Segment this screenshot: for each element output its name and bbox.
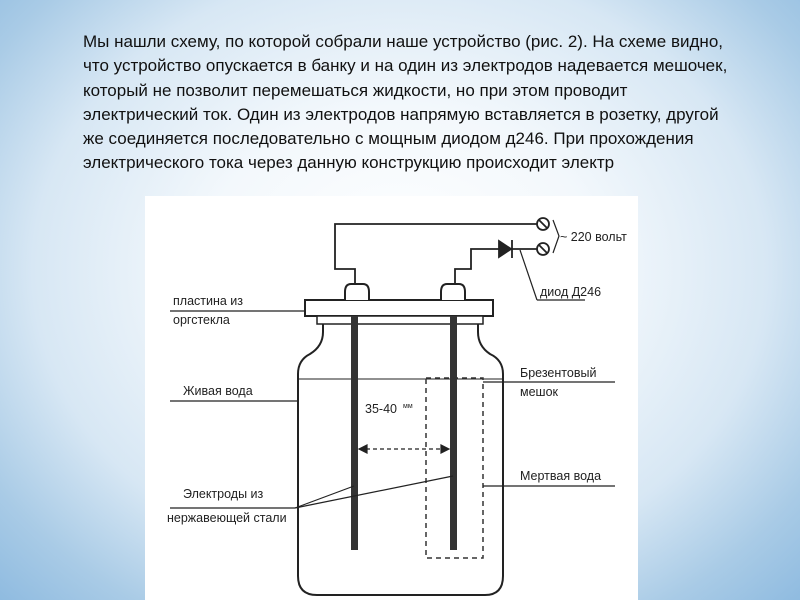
plate-label-line2: оргстекла [173, 313, 230, 327]
body-paragraph: Мы нашли схему, по которой собрали наше устройство (рис. 2). На схеме видно, что устройство опускается в банку и на один из электродов надевается мешочек, который не позволит перемешаться жидкости, но при этом проводит электрический ток. Один из электродов напрямую вставляется в розетку, другой же соединяется последовательно с мощным диодом д246. При прохождения электрического тока через данную конструкцию происходит электр [83, 32, 728, 173]
socket-terminal-bottom [537, 243, 549, 255]
right-wire [455, 249, 499, 284]
device-diagram-svg [145, 196, 638, 600]
voltage-brace [553, 220, 559, 253]
right-electrode [450, 316, 457, 550]
distance-dimension [359, 445, 449, 453]
living-water-label: Живая вода [183, 384, 253, 398]
electrodes-leader-left [295, 486, 354, 508]
plexiglass-plate [305, 300, 493, 316]
diode-symbol [499, 240, 512, 258]
jar-outline [298, 322, 503, 595]
bag-label-line1: Брезентовый [520, 366, 597, 380]
left-terminal-nut [345, 284, 369, 300]
left-wire [335, 224, 538, 284]
socket-terminal-top [537, 218, 549, 230]
device-diagram [145, 196, 638, 600]
plate-label-line1: пластина из [173, 294, 244, 308]
dead-water-label: Мертвая вода [520, 469, 602, 483]
voltage-label: ~ 220 вольт [560, 230, 627, 244]
electrodes-label-line1: Электроды из [183, 487, 264, 501]
distance-label: 35-40 [365, 402, 397, 416]
bag-label-line2: мешок [520, 385, 558, 399]
distance-unit: мм [403, 403, 413, 410]
right-terminal-nut [441, 284, 465, 300]
plate-bottom-lip [317, 316, 483, 324]
electrodes-leader-right [295, 476, 453, 508]
diode-label: диод Д246 [540, 285, 602, 299]
diode-leader-line [520, 250, 537, 300]
left-electrode [351, 316, 358, 550]
electrodes-label-line2: нержавеющей стали [167, 511, 287, 525]
